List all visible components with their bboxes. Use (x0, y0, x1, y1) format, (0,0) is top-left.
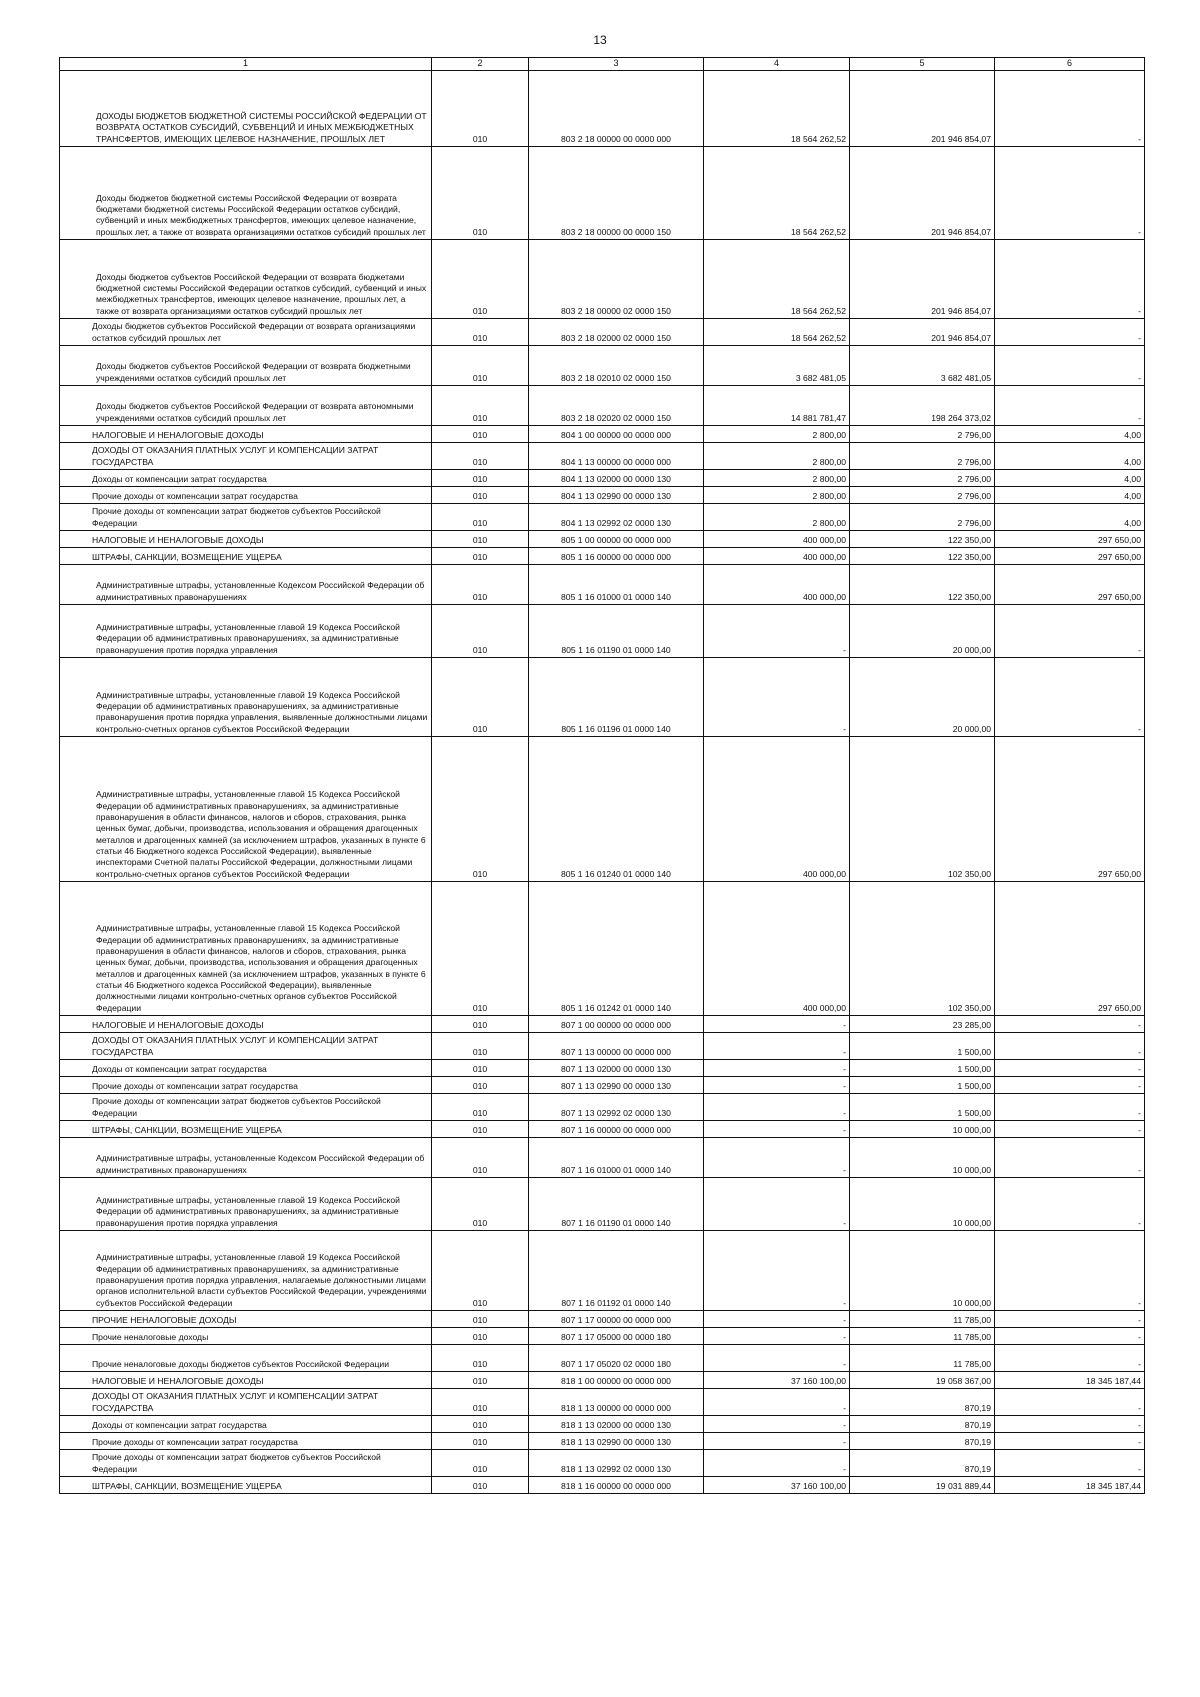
row-budget-code: 805 1 16 01242 01 0000 140 (529, 882, 704, 1016)
row-executed-amount: 10 000,00 (850, 1138, 995, 1178)
table-row (60, 1060, 1145, 1077)
row-budget-code: 807 1 13 02000 00 0000 130 (529, 1060, 704, 1077)
row-approved-amount: - (704, 1345, 850, 1372)
row-unexecuted-amount: 4,00 (995, 443, 1145, 470)
table-row (60, 882, 1145, 1016)
row-unexecuted-amount: - (995, 1138, 1145, 1178)
table-row (60, 1094, 1145, 1121)
row-unexecuted-amount: - (995, 1016, 1145, 1033)
row-line-code: 010 (432, 1328, 529, 1345)
row-name: Административные штрафы, установленные главой 19 Кодекса Российской Федерации об административных правонарушениях, за административные правонарушения против порядка управления, налагаемые должностными лицами органов исполнительной власти субъектов Российской Федерации, учреждениями субъектов Российской Федерации (60, 1231, 432, 1311)
row-name: НАЛОГОВЫЕ И НЕНАЛОГОВЫЕ ДОХОДЫ (60, 426, 432, 443)
row-approved-amount: - (704, 1060, 850, 1077)
row-executed-amount: 10 000,00 (850, 1231, 995, 1311)
table-row (60, 565, 1145, 605)
row-executed-amount: 201 946 854,07 (850, 319, 995, 346)
row-budget-code: 804 1 13 00000 00 0000 000 (529, 443, 704, 470)
row-unexecuted-amount: - (995, 1328, 1145, 1345)
row-approved-amount: 3 682 481,05 (704, 346, 850, 386)
row-line-code: 010 (432, 882, 529, 1016)
row-approved-amount: 400 000,00 (704, 737, 850, 882)
row-line-code: 010 (432, 1311, 529, 1328)
row-unexecuted-amount: - (995, 1345, 1145, 1372)
row-budget-code: 807 1 17 00000 00 0000 000 (529, 1311, 704, 1328)
column-number: 1 (60, 58, 432, 71)
row-unexecuted-amount: - (995, 1033, 1145, 1060)
row-name: Прочие доходы от компенсации затрат бюджетов субъектов Российской Федерации (60, 1094, 432, 1121)
row-name: Доходы от компенсации затрат государства (60, 1060, 432, 1077)
row-approved-amount: 2 800,00 (704, 470, 850, 487)
row-name: ШТРАФЫ, САНКЦИИ, ВОЗМЕЩЕНИЕ УЩЕРБА (60, 1121, 432, 1138)
row-executed-amount: 122 350,00 (850, 531, 995, 548)
row-unexecuted-amount: - (995, 386, 1145, 426)
row-budget-code: 807 1 16 01192 01 0000 140 (529, 1231, 704, 1311)
row-approved-amount: 18 564 262,52 (704, 147, 850, 240)
row-unexecuted-amount: - (995, 1416, 1145, 1433)
row-budget-code: 818 1 00 00000 00 0000 000 (529, 1372, 704, 1389)
table-row (60, 504, 1145, 531)
row-line-code: 010 (432, 470, 529, 487)
row-line-code: 010 (432, 1433, 529, 1450)
row-unexecuted-amount: 297 650,00 (995, 531, 1145, 548)
table-row (60, 658, 1145, 737)
row-line-code: 010 (432, 1389, 529, 1416)
row-name: ДОХОДЫ БЮДЖЕТОВ БЮДЖЕТНОЙ СИСТЕМЫ РОССИЙСКОЙ ФЕДЕРАЦИИ ОТ ВОЗВРАТА ОСТАТКОВ СУБСИДИЙ, СУБВЕНЦИЙ И ИНЫХ МЕЖБЮДЖЕТНЫХ ТРАНСФЕРТОВ, ИМЕЮЩИХ ЦЕЛЕВОЕ НАЗНАЧЕНИЕ, ПРОШЛЫХ ЛЕТ (60, 71, 432, 147)
table-row (60, 1138, 1145, 1178)
row-budget-code: 803 2 18 02020 02 0000 150 (529, 386, 704, 426)
row-budget-code: 805 1 16 01000 01 0000 140 (529, 565, 704, 605)
row-unexecuted-amount: 297 650,00 (995, 737, 1145, 882)
row-budget-code: 818 1 13 02990 00 0000 130 (529, 1433, 704, 1450)
row-name: Административные штрафы, установленные Кодексом Российской Федерации об административных правонарушениях (60, 565, 432, 605)
row-line-code: 010 (432, 346, 529, 386)
row-line-code: 010 (432, 1060, 529, 1077)
row-approved-amount: 2 800,00 (704, 443, 850, 470)
row-approved-amount: - (704, 1328, 850, 1345)
row-approved-amount: - (704, 1311, 850, 1328)
row-executed-amount: 102 350,00 (850, 882, 995, 1016)
row-budget-code: 807 1 13 02992 02 0000 130 (529, 1094, 704, 1121)
row-executed-amount: 2 796,00 (850, 470, 995, 487)
table-row (60, 147, 1145, 240)
row-name: Административные штрафы, установленные главой 15 Кодекса Российской Федерации об административных правонарушениях, за административные правонарушения в области финансов, налогов и сборов, страхования, рынка ценных бумаг, добычи, производства, использования и обращения драгоценных металлов и драгоценных камней (за исключением штрафов, указанных в пункте 6 статьи 46 Бюджетного кодекса Российской Федерации), выявленные инспекторами Счетной палаты Российской Федерации, должностными лицами контрольно-счетных органов субъектов Российской Федерации (60, 737, 432, 882)
row-name: Доходы от компенсации затрат государства (60, 1416, 432, 1433)
row-line-code: 010 (432, 1477, 529, 1494)
row-name: Административные штрафы, установленные главой 19 Кодекса Российской Федерации об административных правонарушениях, за административные правонарушения против порядка управления, выявленные должностными лицами контрольно-счетных органов субъектов Российской Федерации (60, 658, 432, 737)
row-line-code: 010 (432, 531, 529, 548)
row-name: Прочие доходы от компенсации затрат бюджетов субъектов Российской Федерации (60, 504, 432, 531)
row-budget-code: 803 2 18 02000 02 0000 150 (529, 319, 704, 346)
row-unexecuted-amount: 297 650,00 (995, 882, 1145, 1016)
column-number: 6 (995, 58, 1145, 71)
table-row (60, 1121, 1145, 1138)
row-approved-amount: 2 800,00 (704, 487, 850, 504)
table-row (60, 1345, 1145, 1372)
row-budget-code: 805 1 16 01196 01 0000 140 (529, 658, 704, 737)
row-budget-code: 803 2 18 00000 00 0000 150 (529, 147, 704, 240)
row-budget-code: 805 1 00 00000 00 0000 000 (529, 531, 704, 548)
row-executed-amount: 122 350,00 (850, 565, 995, 605)
row-name: Административные штрафы, установленные Кодексом Российской Федерации об административных правонарушениях (60, 1138, 432, 1178)
row-budget-code: 807 1 17 05000 00 0000 180 (529, 1328, 704, 1345)
row-line-code: 010 (432, 386, 529, 426)
row-budget-code: 804 1 13 02990 00 0000 130 (529, 487, 704, 504)
row-approved-amount: - (704, 1094, 850, 1121)
row-executed-amount: 122 350,00 (850, 548, 995, 565)
row-executed-amount: 19 031 889,44 (850, 1477, 995, 1494)
row-name: Прочие доходы от компенсации затрат государства (60, 1433, 432, 1450)
row-approved-amount: - (704, 1077, 850, 1094)
row-approved-amount: - (704, 1231, 850, 1311)
row-budget-code: 818 1 13 02992 02 0000 130 (529, 1450, 704, 1477)
table-row (60, 319, 1145, 346)
revenue-table (59, 57, 1145, 1494)
row-line-code: 010 (432, 737, 529, 882)
row-name: ДОХОДЫ ОТ ОКАЗАНИЯ ПЛАТНЫХ УСЛУГ И КОМПЕНСАЦИИ ЗАТРАТ ГОСУДАРСТВА (60, 1389, 432, 1416)
row-approved-amount: - (704, 1450, 850, 1477)
row-unexecuted-amount: - (995, 1077, 1145, 1094)
row-unexecuted-amount: - (995, 319, 1145, 346)
row-line-code: 010 (432, 1094, 529, 1121)
row-name: Административные штрафы, установленные главой 15 Кодекса Российской Федерации об административных правонарушениях, за административные правонарушения в области финансов, налогов и сборов, страхования, рынка ценных бумаг, добычи, производства, использования и обращения драгоценных металлов и драгоценных камней (за исключением штрафов, указанных в пункте 6 статьи 46 Бюджетного кодекса Российской Федерации), выявленные должностными лицами контрольно-счетных органов субъектов Российской Федерации (60, 882, 432, 1016)
row-unexecuted-amount: - (995, 1389, 1145, 1416)
row-unexecuted-amount: - (995, 605, 1145, 658)
row-budget-code: 818 1 16 00000 00 0000 000 (529, 1477, 704, 1494)
row-line-code: 010 (432, 147, 529, 240)
row-executed-amount: 20 000,00 (850, 658, 995, 737)
row-approved-amount: 18 564 262,52 (704, 240, 850, 319)
row-executed-amount: 11 785,00 (850, 1345, 995, 1372)
row-name: Доходы бюджетов субъектов Российской Федерации от возврата автономными учреждениями остатков субсидий прошлых лет (60, 386, 432, 426)
row-name: Прочие неналоговые доходы бюджетов субъектов Российской Федерации (60, 1345, 432, 1372)
row-name: НАЛОГОВЫЕ И НЕНАЛОГОВЫЕ ДОХОДЫ (60, 1372, 432, 1389)
table-row (60, 1433, 1145, 1450)
row-approved-amount: 37 160 100,00 (704, 1477, 850, 1494)
row-line-code: 010 (432, 504, 529, 531)
column-number: 5 (850, 58, 995, 71)
row-name: ШТРАФЫ, САНКЦИИ, ВОЗМЕЩЕНИЕ УЩЕРБА (60, 548, 432, 565)
row-executed-amount: 20 000,00 (850, 605, 995, 658)
row-budget-code: 807 1 16 00000 00 0000 000 (529, 1121, 704, 1138)
row-unexecuted-amount: - (995, 1450, 1145, 1477)
row-line-code: 010 (432, 319, 529, 346)
table-row (60, 1178, 1145, 1231)
row-line-code: 010 (432, 1033, 529, 1060)
row-name: Доходы бюджетов субъектов Российской Федерации от возврата бюджетными учреждениями остатков субсидий прошлых лет (60, 346, 432, 386)
row-budget-code: 803 2 18 02010 02 0000 150 (529, 346, 704, 386)
row-approved-amount: - (704, 1389, 850, 1416)
row-name: Доходы бюджетов субъектов Российской Федерации от возврата бюджетами бюджетной системы Российской Федерации остатков субсидий, субвенций и иных межбюджетных трансфертов, имеющих целевое назначение, прошлых лет, а также от возврата организациями остатков субсидий прошлых лет (60, 240, 432, 319)
row-executed-amount: 201 946 854,07 (850, 240, 995, 319)
row-name: Доходы бюджетов субъектов Российской Федерации от возврата организациями остатков субсидий прошлых лет (60, 319, 432, 346)
row-name: ДОХОДЫ ОТ ОКАЗАНИЯ ПЛАТНЫХ УСЛУГ И КОМПЕНСАЦИИ ЗАТРАТ ГОСУДАРСТВА (60, 1033, 432, 1060)
row-line-code: 010 (432, 565, 529, 605)
row-unexecuted-amount: 4,00 (995, 426, 1145, 443)
row-name: НАЛОГОВЫЕ И НЕНАЛОГОВЫЕ ДОХОДЫ (60, 531, 432, 548)
column-number: 2 (432, 58, 529, 71)
row-line-code: 010 (432, 240, 529, 319)
table-row (60, 1033, 1145, 1060)
column-number: 3 (529, 58, 704, 71)
row-approved-amount: - (704, 1178, 850, 1231)
row-line-code: 010 (432, 1178, 529, 1231)
row-executed-amount: 201 946 854,07 (850, 71, 995, 147)
table-row (60, 346, 1145, 386)
row-approved-amount: - (704, 658, 850, 737)
row-executed-amount: 2 796,00 (850, 426, 995, 443)
row-name: Административные штрафы, установленные главой 19 Кодекса Российской Федерации об административных правонарушениях, за административные правонарушения против порядка управления (60, 605, 432, 658)
row-unexecuted-amount: - (995, 658, 1145, 737)
row-approved-amount: - (704, 1138, 850, 1178)
table-row (60, 1477, 1145, 1494)
row-line-code: 010 (432, 1077, 529, 1094)
row-budget-code: 804 1 13 02000 00 0000 130 (529, 470, 704, 487)
row-approved-amount: 2 800,00 (704, 504, 850, 531)
row-budget-code: 818 1 13 00000 00 0000 000 (529, 1389, 704, 1416)
table-row (60, 443, 1145, 470)
row-name: ПРОЧИЕ НЕНАЛОГОВЫЕ ДОХОДЫ (60, 1311, 432, 1328)
row-budget-code: 807 1 17 05020 02 0000 180 (529, 1345, 704, 1372)
row-approved-amount: 37 160 100,00 (704, 1372, 850, 1389)
table-row (60, 487, 1145, 504)
row-executed-amount: 2 796,00 (850, 487, 995, 504)
row-line-code: 010 (432, 605, 529, 658)
row-line-code: 010 (432, 658, 529, 737)
table-row (60, 737, 1145, 882)
row-line-code: 010 (432, 71, 529, 147)
table-row (60, 548, 1145, 565)
row-line-code: 010 (432, 1016, 529, 1033)
row-approved-amount: - (704, 605, 850, 658)
row-budget-code: 805 1 16 00000 00 0000 000 (529, 548, 704, 565)
row-budget-code: 803 2 18 00000 00 0000 000 (529, 71, 704, 147)
row-approved-amount: - (704, 1016, 850, 1033)
table-row (60, 1077, 1145, 1094)
row-name: Доходы от компенсации затрат государства (60, 470, 432, 487)
row-approved-amount: 400 000,00 (704, 882, 850, 1016)
table-row (60, 426, 1145, 443)
row-budget-code: 807 1 13 02990 00 0000 130 (529, 1077, 704, 1094)
row-budget-code: 804 1 00 00000 00 0000 000 (529, 426, 704, 443)
table-row (60, 1372, 1145, 1389)
row-budget-code: 807 1 16 01000 01 0000 140 (529, 1138, 704, 1178)
row-executed-amount: 19 058 367,00 (850, 1372, 995, 1389)
row-executed-amount: 102 350,00 (850, 737, 995, 882)
row-budget-code: 818 1 13 02000 00 0000 130 (529, 1416, 704, 1433)
table-row (60, 470, 1145, 487)
table-row (60, 605, 1145, 658)
row-approved-amount: - (704, 1033, 850, 1060)
row-executed-amount: 23 285,00 (850, 1016, 995, 1033)
row-name: Прочие доходы от компенсации затрат государства (60, 1077, 432, 1094)
row-budget-code: 805 1 16 01240 01 0000 140 (529, 737, 704, 882)
row-executed-amount: 870,19 (850, 1450, 995, 1477)
row-executed-amount: 11 785,00 (850, 1328, 995, 1345)
table-row (60, 1311, 1145, 1328)
row-executed-amount: 870,19 (850, 1389, 995, 1416)
row-unexecuted-amount: 4,00 (995, 504, 1145, 531)
page-number: 13 (593, 33, 607, 47)
row-executed-amount: 870,19 (850, 1416, 995, 1433)
row-budget-code: 804 1 13 02992 02 0000 130 (529, 504, 704, 531)
row-name: Прочие неналоговые доходы (60, 1328, 432, 1345)
row-executed-amount: 2 796,00 (850, 504, 995, 531)
row-name: Прочие доходы от компенсации затрат бюджетов субъектов Российской Федерации (60, 1450, 432, 1477)
row-executed-amount: 1 500,00 (850, 1094, 995, 1121)
row-unexecuted-amount: - (995, 1060, 1145, 1077)
row-name: ШТРАФЫ, САНКЦИИ, ВОЗМЕЩЕНИЕ УЩЕРБА (60, 1477, 432, 1494)
row-name: Административные штрафы, установленные главой 19 Кодекса Российской Федерации об административных правонарушениях, за административные правонарушения против порядка управления (60, 1178, 432, 1231)
row-budget-code: 805 1 16 01190 01 0000 140 (529, 605, 704, 658)
table-row (60, 240, 1145, 319)
row-approved-amount: - (704, 1433, 850, 1450)
row-unexecuted-amount: - (995, 240, 1145, 319)
table-row (60, 1389, 1145, 1416)
row-unexecuted-amount: 4,00 (995, 470, 1145, 487)
row-unexecuted-amount: - (995, 71, 1145, 147)
row-line-code: 010 (432, 1345, 529, 1372)
row-executed-amount: 3 682 481,05 (850, 346, 995, 386)
table-row (60, 1416, 1145, 1433)
row-approved-amount: 400 000,00 (704, 531, 850, 548)
row-executed-amount: 2 796,00 (850, 443, 995, 470)
row-approved-amount: 400 000,00 (704, 548, 850, 565)
table-row (60, 71, 1145, 147)
row-approved-amount: 18 564 262,52 (704, 71, 850, 147)
row-line-code: 010 (432, 1372, 529, 1389)
table-row (60, 531, 1145, 548)
row-unexecuted-amount: - (995, 1433, 1145, 1450)
table-row (60, 1328, 1145, 1345)
row-name: Прочие доходы от компенсации затрат государства (60, 487, 432, 504)
row-executed-amount: 10 000,00 (850, 1178, 995, 1231)
row-budget-code: 807 1 00 00000 00 0000 000 (529, 1016, 704, 1033)
row-name: Доходы бюджетов бюджетной системы Российской Федерации от возврата бюджетами бюджетной системы Российской Федерации остатков субсидий, субвенций и иных межбюджетных трансфертов, имеющих целевое назначение, прошлых лет, а также от возврата организациями остатков субсидий прошлых лет (60, 147, 432, 240)
column-number: 4 (704, 58, 850, 71)
row-unexecuted-amount: - (995, 1178, 1145, 1231)
row-unexecuted-amount: - (995, 346, 1145, 386)
table-row (60, 1450, 1145, 1477)
row-unexecuted-amount: 297 650,00 (995, 548, 1145, 565)
row-approved-amount: 2 800,00 (704, 426, 850, 443)
row-unexecuted-amount: - (995, 1231, 1145, 1311)
row-executed-amount: 1 500,00 (850, 1077, 995, 1094)
row-line-code: 010 (432, 1231, 529, 1311)
table-row (60, 1016, 1145, 1033)
row-unexecuted-amount: 297 650,00 (995, 565, 1145, 605)
row-unexecuted-amount: - (995, 147, 1145, 240)
table-row (60, 1231, 1145, 1311)
row-approved-amount: 400 000,00 (704, 565, 850, 605)
row-executed-amount: 10 000,00 (850, 1121, 995, 1138)
row-unexecuted-amount: - (995, 1311, 1145, 1328)
row-line-code: 010 (432, 1121, 529, 1138)
row-executed-amount: 870,19 (850, 1433, 995, 1450)
row-budget-code: 803 2 18 00000 02 0000 150 (529, 240, 704, 319)
row-line-code: 010 (432, 443, 529, 470)
column-number-row (60, 58, 1145, 71)
row-approved-amount: 18 564 262,52 (704, 319, 850, 346)
row-executed-amount: 201 946 854,07 (850, 147, 995, 240)
row-executed-amount: 198 264 373,02 (850, 386, 995, 426)
row-executed-amount: 11 785,00 (850, 1311, 995, 1328)
row-approved-amount: - (704, 1416, 850, 1433)
row-executed-amount: 1 500,00 (850, 1033, 995, 1060)
row-line-code: 010 (432, 1138, 529, 1178)
row-line-code: 010 (432, 487, 529, 504)
row-line-code: 010 (432, 426, 529, 443)
row-approved-amount: - (704, 1121, 850, 1138)
row-line-code: 010 (432, 1450, 529, 1477)
row-unexecuted-amount: - (995, 1094, 1145, 1121)
row-approved-amount: 14 881 781,47 (704, 386, 850, 426)
row-unexecuted-amount: 18 345 187,44 (995, 1372, 1145, 1389)
row-executed-amount: 1 500,00 (850, 1060, 995, 1077)
row-name: ДОХОДЫ ОТ ОКАЗАНИЯ ПЛАТНЫХ УСЛУГ И КОМПЕНСАЦИИ ЗАТРАТ ГОСУДАРСТВА (60, 443, 432, 470)
row-unexecuted-amount: - (995, 1121, 1145, 1138)
row-unexecuted-amount: 18 345 187,44 (995, 1477, 1145, 1494)
row-budget-code: 807 1 16 01190 01 0000 140 (529, 1178, 704, 1231)
row-line-code: 010 (432, 548, 529, 565)
row-unexecuted-amount: 4,00 (995, 487, 1145, 504)
row-budget-code: 807 1 13 00000 00 0000 000 (529, 1033, 704, 1060)
row-name: НАЛОГОВЫЕ И НЕНАЛОГОВЫЕ ДОХОДЫ (60, 1016, 432, 1033)
row-line-code: 010 (432, 1416, 529, 1433)
table-row (60, 386, 1145, 426)
